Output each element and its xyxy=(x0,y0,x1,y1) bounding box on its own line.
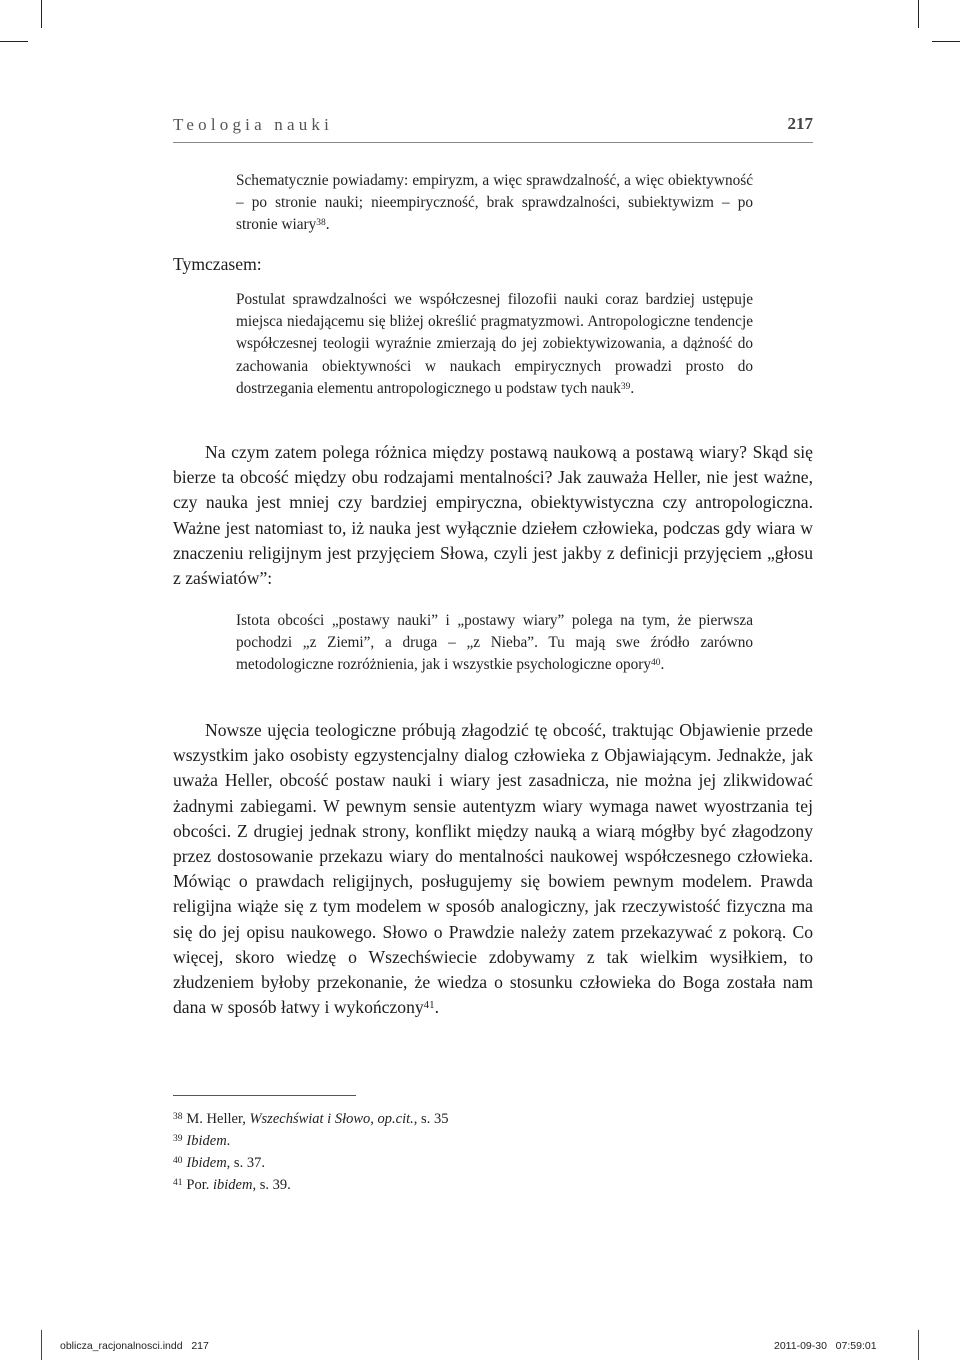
page-number: 217 xyxy=(787,114,813,133)
block-quote-1-end: . xyxy=(325,216,330,234)
footnote-ref-40[interactable]: 40 xyxy=(651,658,661,669)
footnote-text: , s. 37. xyxy=(226,1155,265,1171)
footnote-38 xyxy=(173,1108,813,1130)
footnote-number: 39 xyxy=(173,1134,183,1145)
footnote-text: , s. 35 xyxy=(413,1111,449,1127)
footnote-text: , s. 39. xyxy=(252,1177,291,1193)
footnote-39 xyxy=(173,1130,813,1152)
running-title: Teologia nauki xyxy=(173,115,334,134)
footnote-title: ibidem xyxy=(213,1177,253,1193)
slug-filename: oblicza_racjonalnosci.indd 217 xyxy=(60,1340,209,1352)
footnote-title: Ibidem xyxy=(186,1155,227,1171)
footnote-text: M. Heller, xyxy=(186,1111,250,1127)
slug-timestamp: 2011-09-30 07:59:01 xyxy=(774,1340,877,1352)
footnote-text: Por. xyxy=(186,1177,213,1193)
body-paragraph-1-text: Na czym zatem polega różnica między postawą naukową a postawą wiary? Skąd się bierze ta obcość między obu rodzajami mentalności? Jak zauważa Heller, nie jest ważne, czy nauka jest mniej czy bardziej empiryczna, obiektywistyczna czy antropologiczna. Ważne jest natomiast to, iż nauka jest wyłącznie dziełem człowieka, podczas gdy wiara w znaczeniu religijnym jest przyjęciem Słowa, czyli jest jakby z definicji przyjęciem „głosu z zaświatów”: xyxy=(173,442,813,589)
footnote-ref-39[interactable]: 39 xyxy=(620,381,631,392)
crop-mark-top-left-horizontal xyxy=(0,41,28,42)
footnote-40 xyxy=(173,1152,813,1174)
block-quote-2 xyxy=(236,289,753,400)
block-quote-2-text: Postulat sprawdzalności we współczesnej filozofii nauki coraz bardziej ustępuje miejsca niedającemu się bliżej określić pragmatyzmowi. Antropologiczne tendencje współczesnej teologii wyraźnie zmierzają do jej zobiektywizowania, a dążność do zachowania obiektywności w naukach empirycznych prowadzi prosto do dostrzegania elementu antropologicznego u podstaw tych nauk xyxy=(236,291,753,397)
crop-mark-top-left-vertical xyxy=(41,0,42,28)
block-quote-1-text: Schematycznie powiadamy: empiryzm, a więc sprawdzalność, a więc obiektywność – po stronie nauki; nieempiryczność, brak sprawdzalności, subiektywizm – po stronie wiary xyxy=(236,172,753,234)
block-quote-1 xyxy=(236,170,753,237)
block-quote-2-end: . xyxy=(630,379,635,397)
block-quote-3-text: Istota obcości „postawy nauki” i „postawy wiary” polega na tym, że pierwsza pochodzi „z Ziemi”, a druga – „z Nieba”. Tu mają swe źródło zarówno metodologiczne rozróżnienia, jak i wszystkie psychologiczne opory xyxy=(236,612,753,674)
footnote-number: 38 xyxy=(173,1112,183,1123)
footnote-abbrev: op.cit. xyxy=(377,1111,414,1127)
footnote-41 xyxy=(173,1174,813,1196)
crop-mark-bottom-left xyxy=(41,1330,42,1360)
footnote-text: , xyxy=(370,1111,378,1127)
body-paragraph-1 xyxy=(173,440,813,591)
crop-mark-bottom-right xyxy=(918,1330,919,1360)
body-paragraph-2 xyxy=(173,718,813,1020)
footnote-number: 41 xyxy=(173,1178,183,1189)
crop-mark-top-right-vertical xyxy=(918,0,919,28)
footnote-separator xyxy=(173,1095,356,1096)
footnotes xyxy=(173,1108,813,1196)
crop-mark-top-right-horizontal xyxy=(932,41,960,42)
footnote-ref-38[interactable]: 38 xyxy=(316,218,326,229)
footnote-ref-41[interactable]: 41 xyxy=(423,999,435,1012)
footnote-number: 40 xyxy=(173,1156,183,1167)
body-paragraph-2-end: . xyxy=(434,997,439,1018)
block-quote-3-end: . xyxy=(660,656,665,674)
print-slug xyxy=(0,1330,960,1360)
footnote-text: . xyxy=(226,1133,231,1149)
lead-in-label: Tymczasem: xyxy=(173,254,262,274)
body-paragraph-2-text: Nowsze ujęcia teologiczne próbują złagodzić tę obcość, traktując Objawienie przede wszystkim jako osobisty egzystencjalny dialog człowieka z Objawiającym. Jednakże, jak uważa Heller, obcość postaw nauki i wiary jest zasadnicza, nie można jej zlikwidować żadnymi zabiegami. W pewnym sensie autentyzm wiary wymaga nawet wyostrzania tej obcości. Z drugiej jednak strony, konflikt między nauką a wiarą mógłby być złagodzony przez dostosowanie przekazu wiary do mentalności naukowej współczesnego człowieka. Mówiąc o prawdach religijnych, posługujemy się bowiem pewnym modelem. Prawda religijna wiąże się z tym modelem w sposób analogiczny, jak rzeczywistość fizyczna ma się do jej opisu naukowego. Słowo o Prawdzie należy zatem przekazywać z pokorą. Co więcej, skoro wiedzę o Wszechświecie zdobywamy z tak wielkim wysiłkiem, to złudzeniem byłoby przekonanie, że wiedza o stosunku człowieka do Boga została nam dana w sposób łatwy i wykończony xyxy=(173,720,813,1018)
footnote-title: Wszechświat i Słowo xyxy=(249,1111,371,1127)
header-rule xyxy=(173,142,813,143)
footnote-title: Ibidem xyxy=(186,1133,227,1149)
block-quote-3 xyxy=(236,610,753,677)
